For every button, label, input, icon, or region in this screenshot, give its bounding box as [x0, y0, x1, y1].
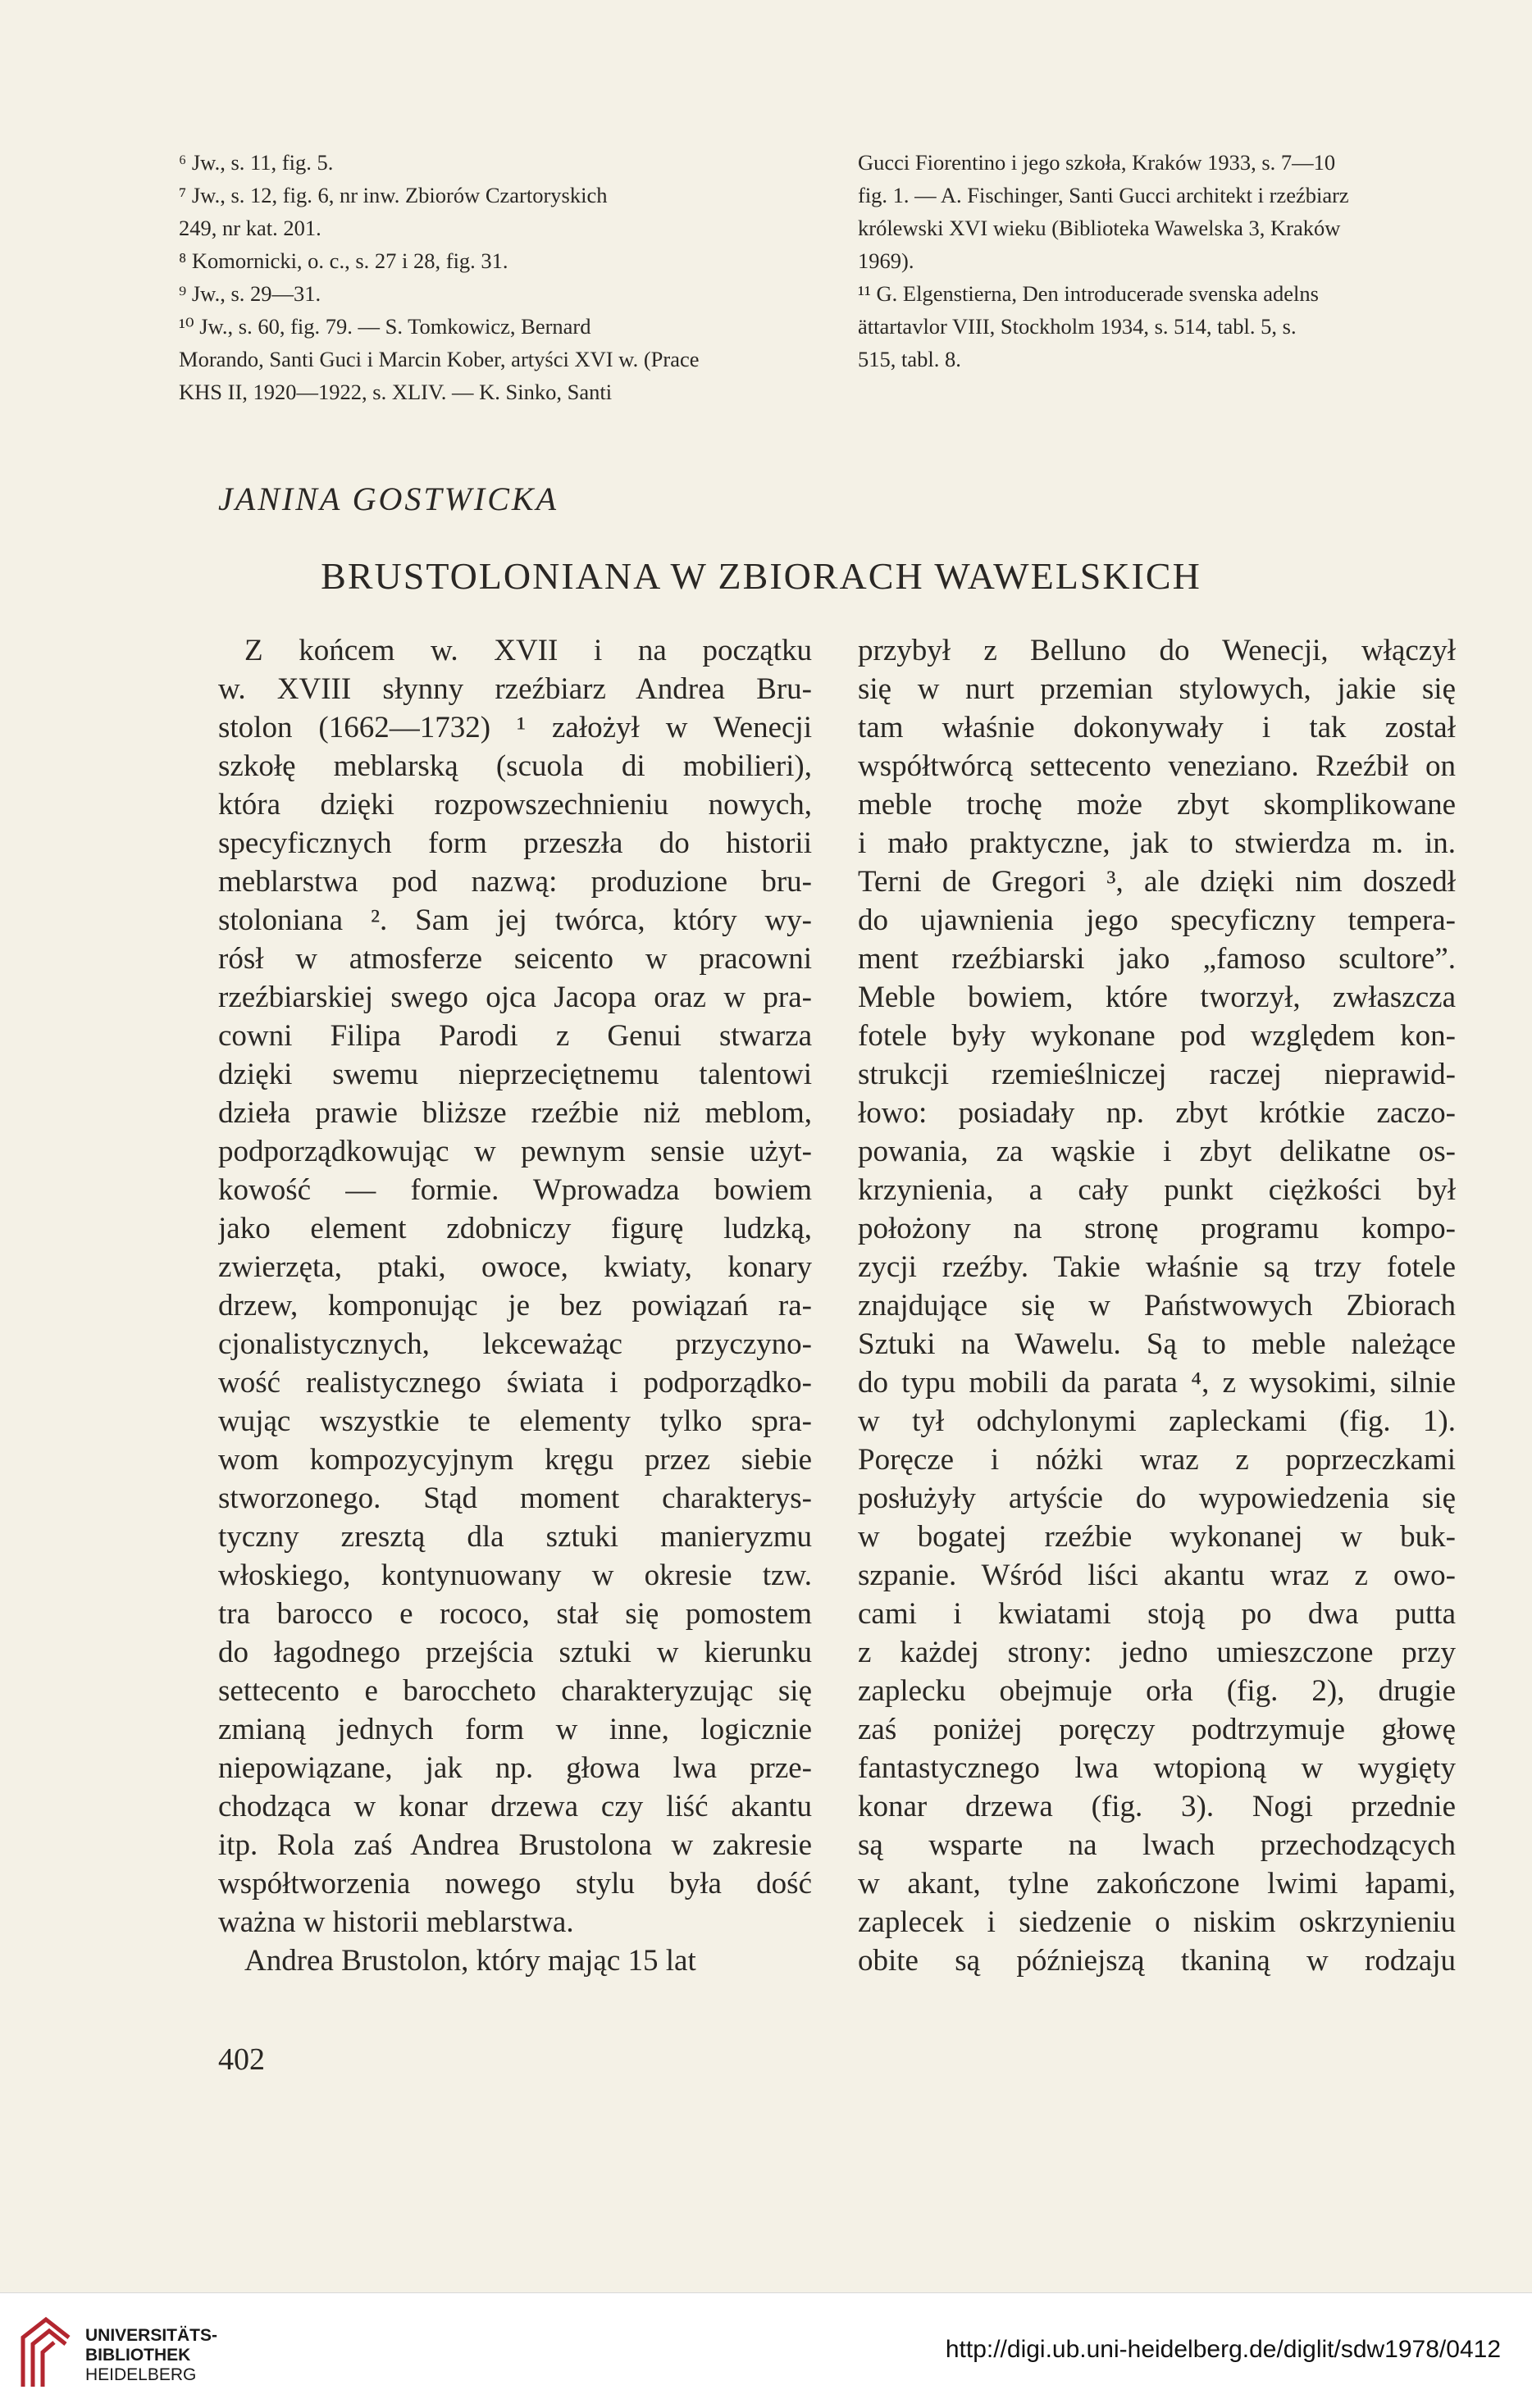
text-line: rósł w atmosferze seicento w pracowni: [218, 942, 812, 976]
text-line: strukcji rzemieślniczej raczej nieprawid-: [858, 1058, 1456, 1091]
text-line: kowość — formie. Wprowadza bowiem: [218, 1173, 812, 1207]
text-line: zaś poniżej poręczy podtrzymuje głowę: [858, 1713, 1456, 1746]
library-name: [85, 2326, 217, 2385]
text-line: rzeźbiarskiej swego ojca Jacopa oraz w pra-: [218, 981, 812, 1014]
footnote-line: Morando, Santi Guci i Marcin Kober, artyści XVI w. (Prace: [179, 347, 700, 371]
text-line: Z końcem w. XVII i na początku: [244, 634, 812, 667]
text-line: dzięki swemu nieprzeciętnemu talentowi: [218, 1058, 812, 1091]
footnote-line: królewski XVI wieku (Biblioteka Wawelska 3, Kraków: [858, 216, 1341, 240]
text-line: znajdujące się w Państwowych Zbiorach: [858, 1289, 1456, 1322]
text-line: Meble bowiem, które tworzył, zwłaszcza: [858, 981, 1456, 1014]
text-line: stworzonego. Stąd moment charakterys-: [218, 1482, 812, 1515]
text-line: są wsparte na lwach przechodzących: [858, 1828, 1456, 1862]
text-line: stoloniana ². Sam jej twórca, który wy-: [218, 904, 812, 937]
text-line: i mało praktyczne, jak to stwierdza m. in.: [858, 826, 1456, 860]
text-line: wość realistycznego świata i podporządko-: [218, 1366, 812, 1400]
text-line: cami i kwiatami stoją po dwa putta: [858, 1597, 1456, 1631]
article-author: JANINA GOSTWICKA: [218, 480, 559, 517]
text-line: konar drzewa (fig. 3). Nogi przednie: [858, 1790, 1456, 1823]
footnote-line: ¹⁰ Jw., s. 60, fig. 79. — S. Tomkowicz, Bernard: [179, 314, 591, 339]
footnote-line: fig. 1. — A. Fischinger, Santi Gucci architekt i rzeźbiarz: [858, 183, 1349, 207]
text-line: stolon (1662—1732) ¹ założył w Wenecji: [218, 711, 812, 744]
text-line: zwierzęta, ptaki, owoce, kwiaty, konary: [218, 1250, 812, 1284]
library-logo-icon: [16, 2313, 75, 2392]
text-line: krzynienia, a cały punkt ciężkości był: [858, 1173, 1456, 1207]
text-line: szkołę meblarską (scuola di mobilieri),: [218, 749, 812, 783]
text-line: cjonalistycznych, lekceważąc przyczyno-: [218, 1327, 812, 1361]
source-url-link[interactable]: http://digi.ub.uni-heidelberg.de/diglit/sdw1978/0412: [945, 2336, 1501, 2363]
text-line: chodząca w konar drzewa czy liść akantu: [218, 1790, 812, 1823]
text-line: podporządkowując w pewnym sensie użyt-: [218, 1135, 812, 1168]
text-line: Sztuki na Wawelu. Są to meble należące: [858, 1327, 1456, 1361]
library-name-line2: BIBLIOTHEK: [85, 2346, 191, 2365]
text-line: Andrea Brustolon, który mając 15 lat: [244, 1944, 696, 1978]
text-line: ważna w historii meblarstwa.: [218, 1905, 574, 1939]
text-line: zaplecek i siedzenie o niskim oskrzynieniu: [858, 1905, 1456, 1939]
page-number: 402: [218, 2042, 265, 2077]
text-line: meble trochę może zbyt skomplikowane: [858, 788, 1456, 822]
text-line: która dzięki rozpowszechnieniu nowych,: [218, 788, 812, 822]
text-line: tra barocco e rococo, stał się pomostem: [218, 1597, 812, 1631]
text-line: posłużyły artyście do wypowiedzenia się: [858, 1482, 1456, 1515]
text-line: wując wszystkie te elementy tylko spra-: [218, 1404, 812, 1438]
text-line: tam właśnie dokonywały i tak został: [858, 711, 1456, 744]
text-line: do typu mobili da parata ⁴, z wysokimi, silnie: [858, 1366, 1456, 1400]
text-line: włoskiego, kontynuowany w okresie tzw.: [218, 1559, 812, 1592]
text-line: w tył odchylonymi zapleckami (fig. 1).: [858, 1404, 1456, 1438]
text-line: obite są późniejszą tkaniną w rodzaju: [858, 1944, 1456, 1978]
text-line: fotele były wykonane pod względem kon-: [858, 1019, 1456, 1053]
library-name-line3: HEIDELBERG: [85, 2365, 197, 2384]
text-line: w akant, tylne zakończone lwimi łapami,: [858, 1867, 1456, 1900]
text-line: itp. Rola zaś Andrea Brustolona w zakresie: [218, 1828, 812, 1862]
text-line: wom kompozycyjnym kręgu przez siebie: [218, 1443, 812, 1477]
text-line: Poręcze i nóżki wraz z poprzeczkami: [858, 1443, 1456, 1477]
text-line: współtwórcą settecento veneziano. Rzeźbił on: [858, 749, 1456, 783]
text-line: w bogatej rzeźbie wykonanej w buk-: [858, 1520, 1456, 1554]
footnotes-right: [858, 146, 1457, 376]
text-line: cowni Filipa Parodi z Genui stwarza: [218, 1019, 812, 1053]
text-line: szpanie. Wśród liści akantu wraz z owo-: [858, 1559, 1456, 1592]
footnote-line: ⁷ Jw., s. 12, fig. 6, nr inw. Zbiorów Czartoryskich: [179, 183, 608, 207]
footnote-line: ¹¹ G. Elgenstierna, Den introducerade svenska adelns: [858, 281, 1319, 306]
text-line: położony na stronę programu kompo-: [858, 1212, 1456, 1245]
text-line: łowo: posiadały np. zbyt krótkie zaczo-: [858, 1096, 1456, 1130]
text-line: zmianą jednych form w inne, logicznie: [218, 1713, 812, 1746]
library-footer: [0, 2292, 1532, 2408]
body-column-left: [218, 631, 812, 1980]
footnote-line: ⁸ Komornicki, o. c., s. 27 i 28, fig. 31.: [179, 248, 508, 273]
text-line: w. XVIII słynny rzeźbiarz Andrea Bru-: [218, 672, 812, 706]
text-line: się w nurt przemian stylowych, jakie się: [858, 672, 1456, 706]
text-line: z każdej strony: jedno umieszczone przy: [858, 1636, 1456, 1669]
text-line: Terni de Gregori ³, ale dzięki nim doszedł: [858, 865, 1456, 899]
text-line: tyczny zresztą dla sztuki manieryzmu: [218, 1520, 812, 1554]
text-line: ment rzeźbiarski jako „famoso scultore”.: [858, 942, 1456, 976]
library-name-line1: UNIVERSITÄTS-: [85, 2326, 218, 2345]
footnote-line: ⁹ Jw., s. 29—31.: [179, 281, 321, 306]
text-line: zaplecku obejmuje orła (fig. 2), drugie: [858, 1674, 1456, 1708]
article-title: BRUSTOLONIANA W ZBIORACH WAWELSKICH: [321, 555, 1201, 597]
text-line: fantastycznego lwa wtopioną w wygięty: [858, 1751, 1456, 1785]
text-line: meblarstwa pod nazwą: produzione bru-: [218, 865, 812, 899]
text-line: do ujawnienia jego specyficzny tempera-: [858, 904, 1456, 937]
footnote-line: ättartavlor VIII, Stockholm 1934, s. 514, tabl. 5, s.: [858, 314, 1297, 339]
footnote-line: 249, nr kat. 201.: [179, 216, 321, 240]
footnote-line: Gucci Fiorentino i jego szkoła, Kraków 1933, s. 7—10: [858, 150, 1336, 175]
text-line: przybył z Belluno do Wenecji, włączył: [858, 634, 1456, 667]
text-line: współtworzenia nowego stylu była dość: [218, 1867, 812, 1900]
text-line: jako element zdobniczy figurę ludzką,: [218, 1212, 812, 1245]
footnote-line: 1969).: [858, 248, 914, 273]
text-line: zycji rzeźby. Takie właśnie są trzy fotele: [858, 1250, 1456, 1284]
footnote-line: ⁶ Jw., s. 11, fig. 5.: [179, 150, 334, 175]
text-line: dzieła prawie bliższe rzeźbie niż meblom,: [218, 1096, 812, 1130]
text-line: specyficznych form przeszła do historii: [218, 826, 812, 860]
text-line: powania, za wąskie i zbyt delikatne os-: [858, 1135, 1456, 1168]
footnote-line: KHS II, 1920—1922, s. XLIV. — K. Sinko, Santi: [179, 380, 613, 404]
body-column-right: [858, 631, 1456, 1980]
text-line: settecento e baroccheto charakteryzując się: [218, 1674, 812, 1708]
footnotes-left: [179, 146, 820, 408]
footnote-line: 515, tabl. 8.: [858, 347, 961, 371]
text-line: niepowiązane, jak np. głowa lwa prze-: [218, 1751, 812, 1785]
text-line: do łagodnego przejścia sztuki w kierunku: [218, 1636, 812, 1669]
text-line: drzew, komponując je bez powiązań ra-: [218, 1289, 812, 1322]
